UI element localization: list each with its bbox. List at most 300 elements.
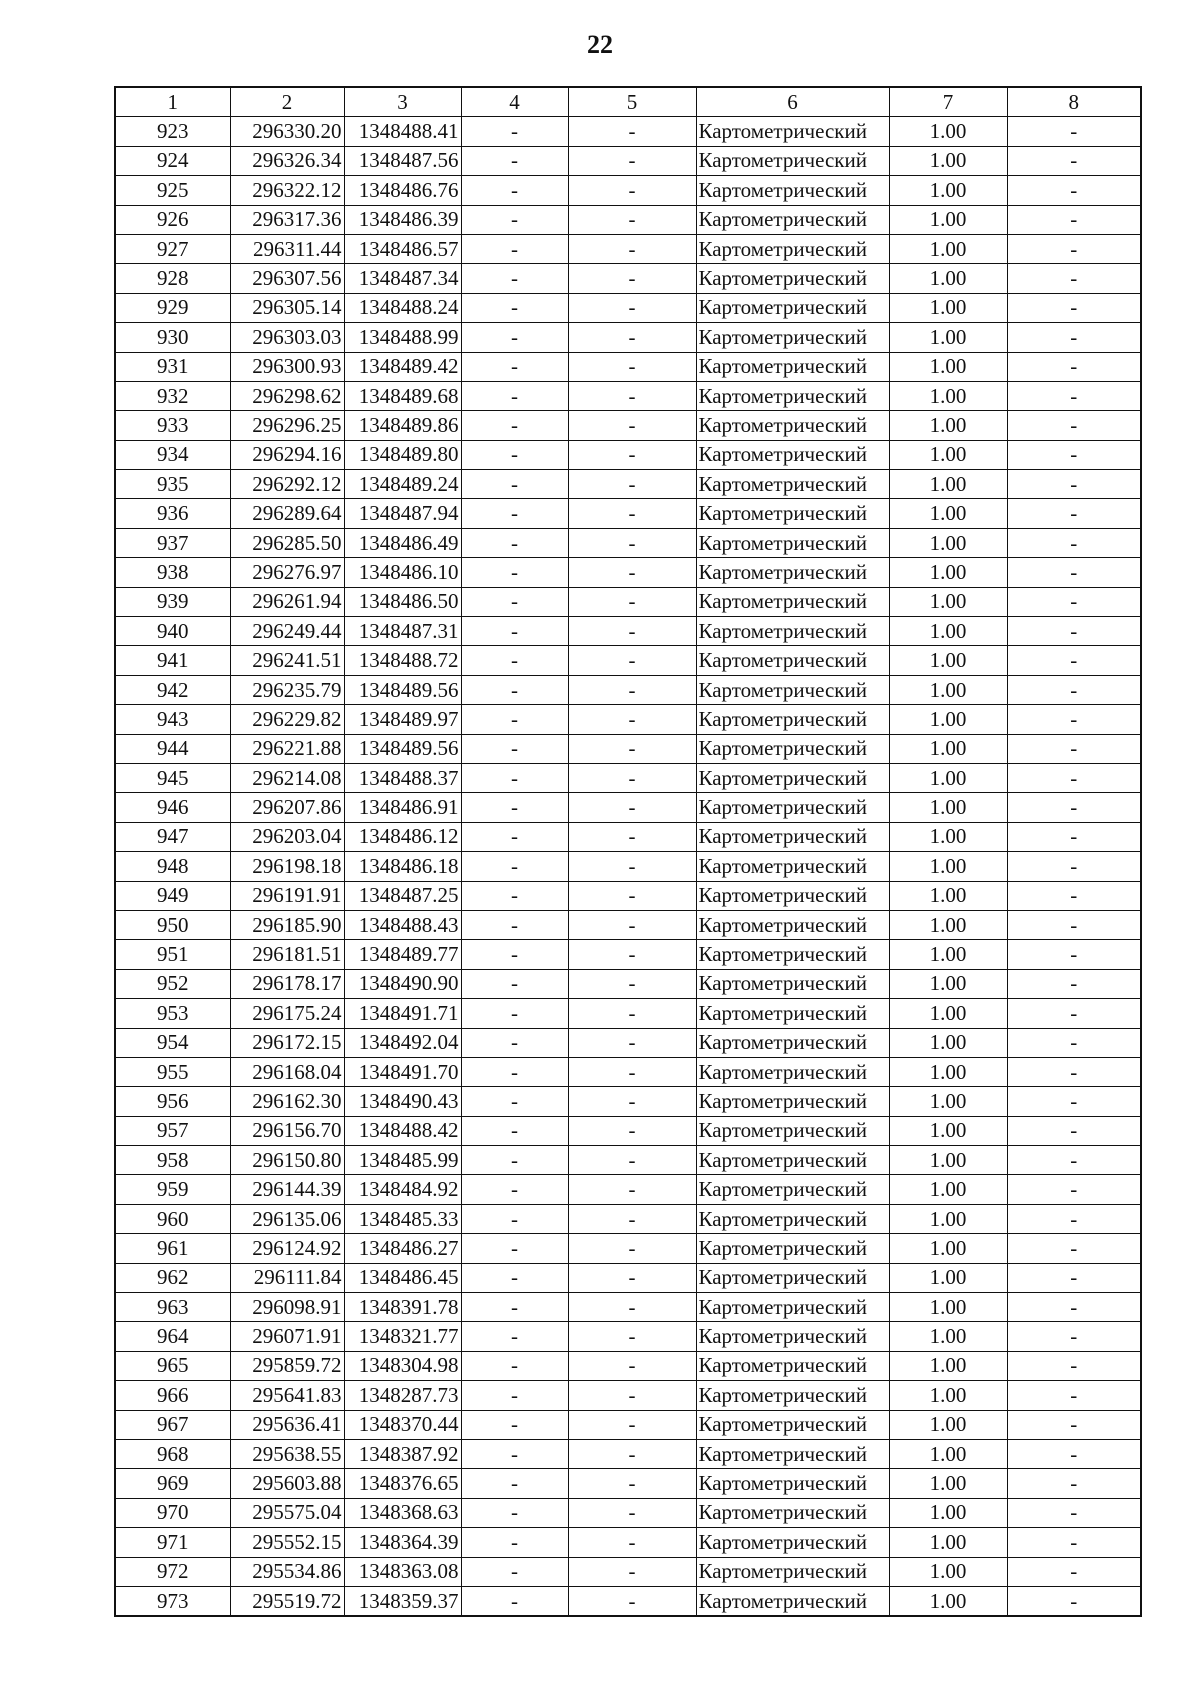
x-coordinate-cell: 296241.51 (230, 646, 344, 675)
x-coordinate-cell: 296198.18 (230, 852, 344, 881)
column-4-cell: - (461, 1234, 568, 1263)
table-row (115, 558, 1141, 587)
column-8-cell: - (1007, 1146, 1141, 1175)
method-cell: Картометрический (696, 1116, 889, 1145)
method-cell: Картометрический (696, 940, 889, 969)
table-row (115, 763, 1141, 792)
column-5-cell: - (568, 205, 696, 234)
accuracy-cell: 1.00 (889, 1381, 1007, 1410)
point-number-cell: 966 (115, 1381, 230, 1410)
x-coordinate-cell: 296294.16 (230, 440, 344, 469)
column-8-cell: - (1007, 734, 1141, 763)
column-8-cell: - (1007, 969, 1141, 998)
x-coordinate-cell: 296203.04 (230, 822, 344, 851)
column-5-cell: - (568, 1410, 696, 1439)
method-cell: Картометрический (696, 763, 889, 792)
x-coordinate-cell: 295552.15 (230, 1528, 344, 1557)
column-8-cell: - (1007, 1469, 1141, 1498)
column-8-cell: - (1007, 323, 1141, 352)
column-4-cell: - (461, 352, 568, 381)
column-5-cell: - (568, 705, 696, 734)
column-4-cell: - (461, 705, 568, 734)
point-number-cell: 955 (115, 1057, 230, 1086)
column-8-cell: - (1007, 1204, 1141, 1233)
column-5-cell: - (568, 1293, 696, 1322)
x-coordinate-cell: 295603.88 (230, 1469, 344, 1498)
column-4-cell: - (461, 1175, 568, 1204)
column-8-cell: - (1007, 822, 1141, 851)
column-4-cell: - (461, 969, 568, 998)
y-coordinate-cell: 1348368.63 (344, 1498, 461, 1527)
table-row (115, 1087, 1141, 1116)
y-coordinate-cell: 1348485.99 (344, 1146, 461, 1175)
accuracy-cell: 1.00 (889, 1175, 1007, 1204)
point-number-cell: 928 (115, 264, 230, 293)
y-coordinate-cell: 1348489.97 (344, 705, 461, 734)
accuracy-cell: 1.00 (889, 705, 1007, 734)
y-coordinate-cell: 1348489.68 (344, 381, 461, 410)
column-4-cell: - (461, 1351, 568, 1380)
method-cell: Картометрический (696, 1293, 889, 1322)
column-8-cell: - (1007, 528, 1141, 557)
point-number-cell: 935 (115, 470, 230, 499)
column-4-cell: - (461, 793, 568, 822)
column-5-cell: - (568, 234, 696, 263)
column-4-cell: - (461, 587, 568, 616)
x-coordinate-cell: 296249.44 (230, 617, 344, 646)
method-cell: Картометрический (696, 440, 889, 469)
table-row (115, 234, 1141, 263)
column-8-cell: - (1007, 293, 1141, 322)
column-4-cell: - (461, 1586, 568, 1616)
point-number-cell: 965 (115, 1351, 230, 1380)
point-number-cell: 946 (115, 793, 230, 822)
accuracy-cell: 1.00 (889, 1439, 1007, 1468)
y-coordinate-cell: 1348486.91 (344, 793, 461, 822)
point-number-cell: 926 (115, 205, 230, 234)
x-coordinate-cell: 296300.93 (230, 352, 344, 381)
table-row (115, 146, 1141, 175)
y-coordinate-cell: 1348487.56 (344, 146, 461, 175)
column-4-cell: - (461, 910, 568, 939)
column-4-cell: - (461, 1439, 568, 1468)
accuracy-cell: 1.00 (889, 1263, 1007, 1292)
x-coordinate-cell: 296235.79 (230, 675, 344, 704)
table-row (115, 587, 1141, 616)
column-8-cell: - (1007, 1322, 1141, 1351)
point-number-cell: 945 (115, 763, 230, 792)
y-coordinate-cell: 1348376.65 (344, 1469, 461, 1498)
column-4-cell: - (461, 852, 568, 881)
method-cell: Картометрический (696, 910, 889, 939)
method-cell: Картометрический (696, 352, 889, 381)
column-8-cell: - (1007, 646, 1141, 675)
table-row (115, 969, 1141, 998)
column-8-cell: - (1007, 1381, 1141, 1410)
accuracy-cell: 1.00 (889, 1498, 1007, 1527)
column-4-cell: - (461, 117, 568, 146)
accuracy-cell: 1.00 (889, 146, 1007, 175)
column-8-cell: - (1007, 1293, 1141, 1322)
column-8-cell: - (1007, 381, 1141, 410)
table-row (115, 675, 1141, 704)
accuracy-cell: 1.00 (889, 1116, 1007, 1145)
point-number-cell: 953 (115, 999, 230, 1028)
column-8-cell: - (1007, 470, 1141, 499)
point-number-cell: 941 (115, 646, 230, 675)
column-5-cell: - (568, 293, 696, 322)
table-row (115, 705, 1141, 734)
y-coordinate-cell: 1348486.49 (344, 528, 461, 557)
method-cell: Картометрический (696, 323, 889, 352)
column-5-cell: - (568, 969, 696, 998)
table-row (115, 1293, 1141, 1322)
column-5-cell: - (568, 1528, 696, 1557)
point-number-cell: 950 (115, 910, 230, 939)
column-5-cell: - (568, 323, 696, 352)
accuracy-cell: 1.00 (889, 1586, 1007, 1616)
y-coordinate-cell: 1348490.90 (344, 969, 461, 998)
table-row (115, 1028, 1141, 1057)
y-coordinate-cell: 1348486.45 (344, 1263, 461, 1292)
column-4-cell: - (461, 1057, 568, 1086)
accuracy-cell: 1.00 (889, 910, 1007, 939)
point-number-cell: 944 (115, 734, 230, 763)
column-8-cell: - (1007, 352, 1141, 381)
method-cell: Картометрический (696, 881, 889, 910)
x-coordinate-cell: 296298.62 (230, 381, 344, 410)
method-cell: Картометрический (696, 499, 889, 528)
column-8-cell: - (1007, 910, 1141, 939)
column-8-cell: - (1007, 1263, 1141, 1292)
column-8-cell: - (1007, 1586, 1141, 1616)
column-5-cell: - (568, 499, 696, 528)
method-cell: Картометрический (696, 587, 889, 616)
column-8-cell: - (1007, 499, 1141, 528)
x-coordinate-cell: 295534.86 (230, 1557, 344, 1586)
x-coordinate-cell: 296289.64 (230, 499, 344, 528)
x-coordinate-cell: 296150.80 (230, 1146, 344, 1175)
point-number-cell: 959 (115, 1175, 230, 1204)
table-row (115, 852, 1141, 881)
x-coordinate-cell: 296172.15 (230, 1028, 344, 1057)
x-coordinate-cell: 295638.55 (230, 1439, 344, 1468)
x-coordinate-cell: 296311.44 (230, 234, 344, 263)
y-coordinate-cell: 1348391.78 (344, 1293, 461, 1322)
column-5-cell: - (568, 734, 696, 763)
column-5-cell: - (568, 675, 696, 704)
column-8-cell: - (1007, 881, 1141, 910)
table-row (115, 1469, 1141, 1498)
table-row (115, 1234, 1141, 1263)
column-5-cell: - (568, 822, 696, 851)
method-cell: Картометрический (696, 1263, 889, 1292)
point-number-cell: 967 (115, 1410, 230, 1439)
accuracy-cell: 1.00 (889, 940, 1007, 969)
table-row (115, 1146, 1141, 1175)
accuracy-cell: 1.00 (889, 499, 1007, 528)
column-header-1: 1 (115, 87, 230, 117)
accuracy-cell: 1.00 (889, 558, 1007, 587)
column-5-cell: - (568, 352, 696, 381)
method-cell: Картометрический (696, 293, 889, 322)
x-coordinate-cell: 296111.84 (230, 1263, 344, 1292)
column-5-cell: - (568, 1381, 696, 1410)
point-number-cell: 951 (115, 940, 230, 969)
y-coordinate-cell: 1348488.99 (344, 323, 461, 352)
y-coordinate-cell: 1348321.77 (344, 1322, 461, 1351)
accuracy-cell: 1.00 (889, 881, 1007, 910)
column-5-cell: - (568, 264, 696, 293)
x-coordinate-cell: 296317.36 (230, 205, 344, 234)
y-coordinate-cell: 1348489.80 (344, 440, 461, 469)
column-header-2: 2 (230, 87, 344, 117)
table-body (115, 117, 1141, 1616)
x-coordinate-cell: 296207.86 (230, 793, 344, 822)
method-cell: Картометрический (696, 146, 889, 175)
point-number-cell: 956 (115, 1087, 230, 1116)
point-number-cell: 971 (115, 1528, 230, 1557)
method-cell: Картометрический (696, 793, 889, 822)
method-cell: Картометрический (696, 1234, 889, 1263)
method-cell: Картометрический (696, 999, 889, 1028)
column-5-cell: - (568, 1175, 696, 1204)
x-coordinate-cell: 296305.14 (230, 293, 344, 322)
method-cell: Картометрический (696, 705, 889, 734)
method-cell: Картометрический (696, 646, 889, 675)
x-coordinate-cell: 295641.83 (230, 1381, 344, 1410)
column-4-cell: - (461, 1087, 568, 1116)
table-row (115, 176, 1141, 205)
point-number-cell: 962 (115, 1263, 230, 1292)
accuracy-cell: 1.00 (889, 999, 1007, 1028)
accuracy-cell: 1.00 (889, 675, 1007, 704)
table-row (115, 881, 1141, 910)
method-cell: Картометрический (696, 1381, 889, 1410)
method-cell: Картометрический (696, 1469, 889, 1498)
table-row (115, 940, 1141, 969)
point-number-cell: 932 (115, 381, 230, 410)
column-8-cell: - (1007, 1057, 1141, 1086)
point-number-cell: 933 (115, 411, 230, 440)
column-4-cell: - (461, 205, 568, 234)
x-coordinate-cell: 296214.08 (230, 763, 344, 792)
x-coordinate-cell: 296162.30 (230, 1087, 344, 1116)
method-cell: Картометрический (696, 1028, 889, 1057)
column-8-cell: - (1007, 440, 1141, 469)
table-row (115, 1381, 1141, 1410)
table-row (115, 910, 1141, 939)
x-coordinate-cell: 296168.04 (230, 1057, 344, 1086)
column-4-cell: - (461, 411, 568, 440)
accuracy-cell: 1.00 (889, 1146, 1007, 1175)
accuracy-cell: 1.00 (889, 822, 1007, 851)
column-4-cell: - (461, 1469, 568, 1498)
y-coordinate-cell: 1348486.39 (344, 205, 461, 234)
column-4-cell: - (461, 1204, 568, 1233)
table-row (115, 1528, 1141, 1557)
method-cell: Картометрический (696, 1410, 889, 1439)
column-5-cell: - (568, 617, 696, 646)
accuracy-cell: 1.00 (889, 470, 1007, 499)
accuracy-cell: 1.00 (889, 264, 1007, 293)
accuracy-cell: 1.00 (889, 1204, 1007, 1233)
x-coordinate-cell: 296098.91 (230, 1293, 344, 1322)
point-number-cell: 949 (115, 881, 230, 910)
x-coordinate-cell: 296178.17 (230, 969, 344, 998)
column-4-cell: - (461, 1381, 568, 1410)
column-4-cell: - (461, 617, 568, 646)
column-5-cell: - (568, 176, 696, 205)
column-8-cell: - (1007, 176, 1141, 205)
x-coordinate-cell: 296276.97 (230, 558, 344, 587)
x-coordinate-cell: 296322.12 (230, 176, 344, 205)
y-coordinate-cell: 1348304.98 (344, 1351, 461, 1380)
accuracy-cell: 1.00 (889, 1234, 1007, 1263)
y-coordinate-cell: 1348491.70 (344, 1057, 461, 1086)
point-number-cell: 972 (115, 1557, 230, 1586)
accuracy-cell: 1.00 (889, 1057, 1007, 1086)
y-coordinate-cell: 1348491.71 (344, 999, 461, 1028)
table-row (115, 440, 1141, 469)
method-cell: Картометрический (696, 1146, 889, 1175)
method-cell: Картометрический (696, 1057, 889, 1086)
method-cell: Картометрический (696, 1175, 889, 1204)
column-4-cell: - (461, 558, 568, 587)
column-header-8: 8 (1007, 87, 1141, 117)
x-coordinate-cell: 296185.90 (230, 910, 344, 939)
column-4-cell: - (461, 381, 568, 410)
point-number-cell: 969 (115, 1469, 230, 1498)
y-coordinate-cell: 1348359.37 (344, 1586, 461, 1616)
column-5-cell: - (568, 1263, 696, 1292)
column-8-cell: - (1007, 1498, 1141, 1527)
point-number-cell: 940 (115, 617, 230, 646)
y-coordinate-cell: 1348488.37 (344, 763, 461, 792)
column-8-cell: - (1007, 617, 1141, 646)
point-number-cell: 954 (115, 1028, 230, 1057)
point-number-cell: 948 (115, 852, 230, 881)
column-5-cell: - (568, 940, 696, 969)
table-row (115, 1057, 1141, 1086)
table-row (115, 1586, 1141, 1616)
accuracy-cell: 1.00 (889, 969, 1007, 998)
column-5-cell: - (568, 852, 696, 881)
method-cell: Картометрический (696, 1322, 889, 1351)
column-4-cell: - (461, 763, 568, 792)
column-4-cell: - (461, 1028, 568, 1057)
method-cell: Картометрический (696, 1586, 889, 1616)
point-number-cell: 931 (115, 352, 230, 381)
method-cell: Картометрический (696, 675, 889, 704)
point-number-cell: 970 (115, 1498, 230, 1527)
y-coordinate-cell: 1348486.76 (344, 176, 461, 205)
table-row (115, 352, 1141, 381)
table-row (115, 734, 1141, 763)
column-5-cell: - (568, 1057, 696, 1086)
x-coordinate-cell: 296144.39 (230, 1175, 344, 1204)
accuracy-cell: 1.00 (889, 1028, 1007, 1057)
accuracy-cell: 1.00 (889, 1293, 1007, 1322)
point-number-cell: 961 (115, 1234, 230, 1263)
method-cell: Картометрический (696, 617, 889, 646)
accuracy-cell: 1.00 (889, 793, 1007, 822)
accuracy-cell: 1.00 (889, 734, 1007, 763)
column-8-cell: - (1007, 234, 1141, 263)
method-cell: Картометрический (696, 264, 889, 293)
column-4-cell: - (461, 1116, 568, 1145)
column-8-cell: - (1007, 558, 1141, 587)
table-row (115, 1175, 1141, 1204)
table-row (115, 470, 1141, 499)
table-row (115, 117, 1141, 146)
y-coordinate-cell: 1348489.56 (344, 675, 461, 704)
accuracy-cell: 1.00 (889, 1410, 1007, 1439)
column-8-cell: - (1007, 1234, 1141, 1263)
point-number-cell: 973 (115, 1586, 230, 1616)
column-4-cell: - (461, 176, 568, 205)
table-row (115, 617, 1141, 646)
table-row (115, 1263, 1141, 1292)
accuracy-cell: 1.00 (889, 1351, 1007, 1380)
point-number-cell: 943 (115, 705, 230, 734)
accuracy-cell: 1.00 (889, 1528, 1007, 1557)
x-coordinate-cell: 296261.94 (230, 587, 344, 616)
column-8-cell: - (1007, 675, 1141, 704)
column-4-cell: - (461, 1498, 568, 1527)
accuracy-cell: 1.00 (889, 528, 1007, 557)
y-coordinate-cell: 1348486.50 (344, 587, 461, 616)
column-4-cell: - (461, 1146, 568, 1175)
method-cell: Картометрический (696, 734, 889, 763)
method-cell: Картометрический (696, 1498, 889, 1527)
point-number-cell: 952 (115, 969, 230, 998)
column-header-6: 6 (696, 87, 889, 117)
table-row (115, 1498, 1141, 1527)
column-4-cell: - (461, 440, 568, 469)
accuracy-cell: 1.00 (889, 323, 1007, 352)
column-8-cell: - (1007, 999, 1141, 1028)
column-header-4: 4 (461, 87, 568, 117)
y-coordinate-cell: 1348364.39 (344, 1528, 461, 1557)
y-coordinate-cell: 1348387.92 (344, 1439, 461, 1468)
x-coordinate-cell: 296191.91 (230, 881, 344, 910)
coordinates-table (114, 86, 1142, 1617)
column-5-cell: - (568, 1087, 696, 1116)
column-4-cell: - (461, 822, 568, 851)
column-5-cell: - (568, 117, 696, 146)
x-coordinate-cell: 296181.51 (230, 940, 344, 969)
y-coordinate-cell: 1348488.42 (344, 1116, 461, 1145)
table-row (115, 205, 1141, 234)
y-coordinate-cell: 1348487.94 (344, 499, 461, 528)
accuracy-cell: 1.00 (889, 117, 1007, 146)
column-8-cell: - (1007, 1557, 1141, 1586)
column-8-cell: - (1007, 117, 1141, 146)
column-8-cell: - (1007, 705, 1141, 734)
method-cell: Картометрический (696, 205, 889, 234)
y-coordinate-cell: 1348487.25 (344, 881, 461, 910)
column-5-cell: - (568, 793, 696, 822)
column-4-cell: - (461, 1263, 568, 1292)
y-coordinate-cell: 1348488.43 (344, 910, 461, 939)
column-4-cell: - (461, 675, 568, 704)
column-5-cell: - (568, 1204, 696, 1233)
point-number-cell: 924 (115, 146, 230, 175)
point-number-cell: 963 (115, 1293, 230, 1322)
y-coordinate-cell: 1348485.33 (344, 1204, 461, 1233)
y-coordinate-cell: 1348484.92 (344, 1175, 461, 1204)
